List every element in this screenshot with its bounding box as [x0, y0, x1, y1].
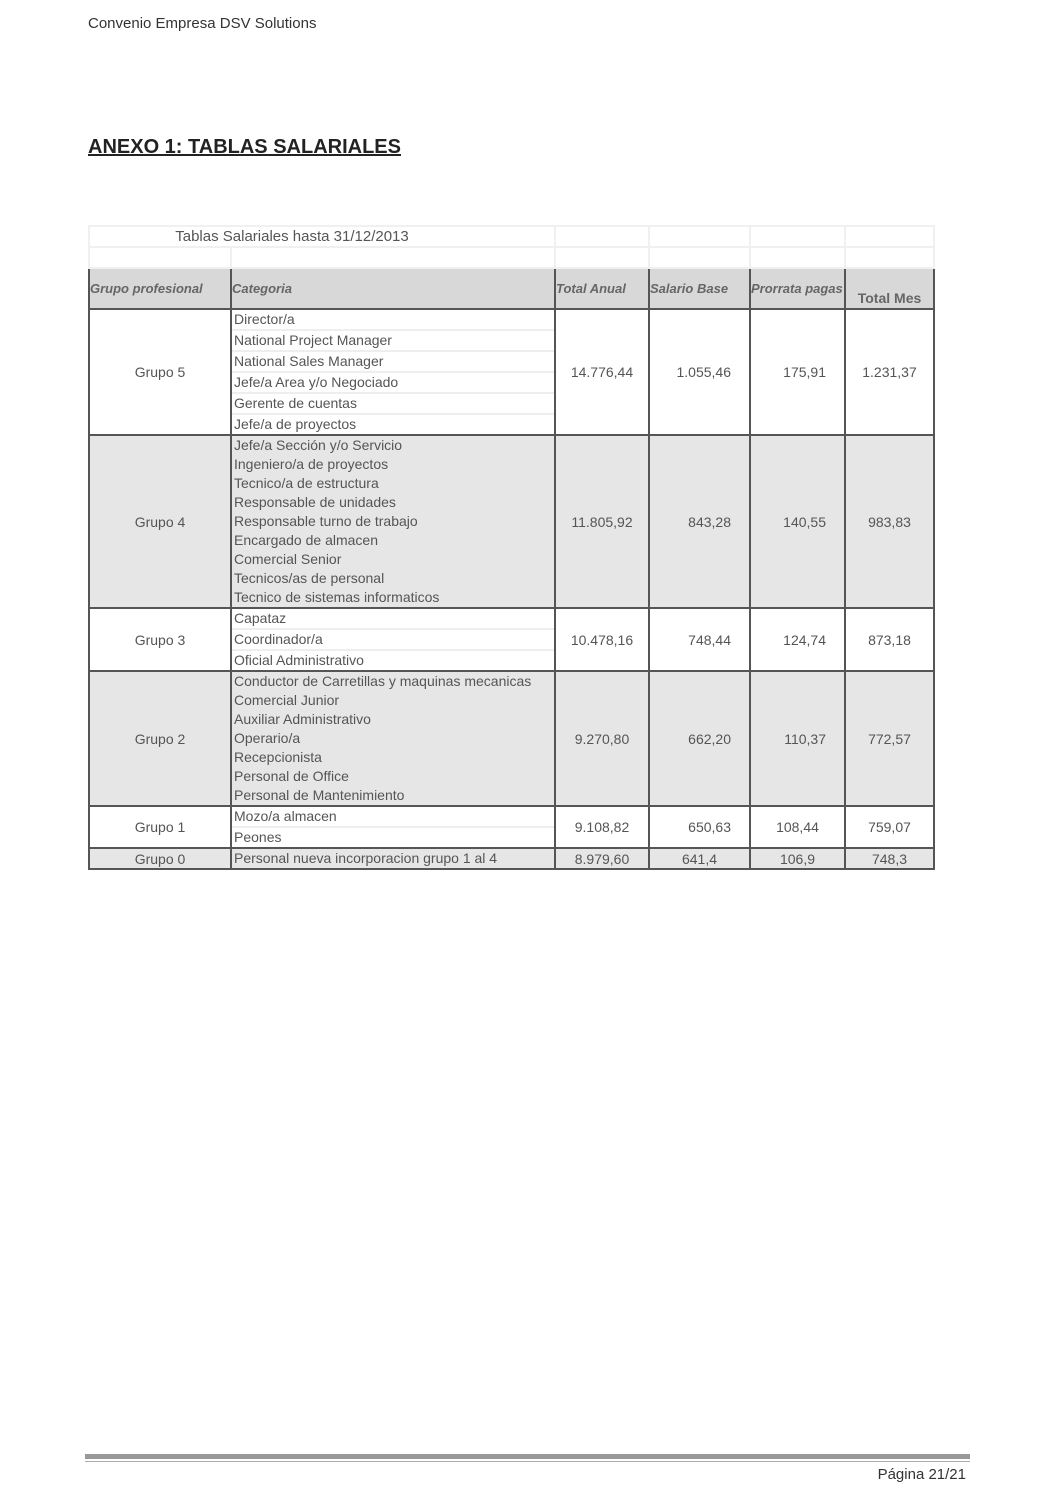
total-anual-value: 9.108,82 [555, 806, 649, 848]
total-anual-value: 11.805,92 [555, 435, 649, 608]
salario-base-value: 1.055,46 [649, 309, 750, 435]
prorrata-value: 108,44 [750, 806, 845, 848]
salario-base-value: 650,63 [649, 806, 750, 848]
prorrata-value: 110,37 [750, 671, 845, 806]
category-item: National Project Manager [232, 331, 554, 352]
category-item: Auxiliar Administrativo [234, 711, 371, 727]
footer-divider [85, 1454, 970, 1459]
annex-title: ANEXO 1: TABLAS SALARIALES [88, 136, 401, 158]
category-item: Jefe/a Area y/o Negociado [232, 373, 554, 394]
total-anual-value: 14.776,44 [555, 309, 649, 435]
category-item: Recepcionista [234, 749, 322, 765]
group-name: Grupo 2 [89, 671, 231, 806]
category-list [231, 608, 555, 671]
prorrata-value: 124,74 [750, 608, 845, 671]
document-header-title: Convenio Empresa DSV Solutions [88, 15, 317, 32]
table-spacer-row [89, 247, 934, 268]
header-total-mes: Total Mes [845, 268, 934, 309]
category-list [231, 435, 555, 608]
header-grupo: Grupo profesional [89, 268, 231, 309]
table-row-grupo-2 [89, 671, 934, 806]
table-row-grupo-1 [89, 806, 934, 848]
category-item: Personal nueva incorporacion grupo 1 al 4 [234, 850, 498, 866]
category-item: Mozo/a almacen [232, 807, 554, 828]
category-item: National Sales Manager [232, 352, 554, 373]
total-mes-value: 772,57 [845, 671, 934, 806]
total-anual-value: 8.979,60 [555, 848, 649, 869]
footer-divider-thin [85, 1461, 970, 1462]
header-categoria: Categoria [231, 268, 555, 309]
category-item: Comercial Senior [234, 551, 342, 567]
group-name: Grupo 5 [89, 309, 231, 435]
category-item: Tecnicos/as de personal [234, 570, 385, 586]
group-name: Grupo 4 [89, 435, 231, 608]
category-list [231, 309, 555, 435]
salario-base-value: 843,28 [649, 435, 750, 608]
category-list [231, 671, 555, 806]
total-mes-value: 873,18 [845, 608, 934, 671]
header-prorrata: Prorrata pagas [750, 268, 845, 309]
category-item: Responsable turno de trabajo [234, 513, 418, 529]
table-row-grupo-0 [89, 848, 934, 869]
group-name: Grupo 3 [89, 608, 231, 671]
total-mes-value: 759,07 [845, 806, 934, 848]
category-item: Jefe/a de proyectos [234, 416, 357, 432]
category-item: Comercial Junior [234, 692, 340, 708]
category-item: Encargado de almacen [234, 532, 378, 548]
category-item: Peones [234, 829, 282, 845]
category-item: Personal de Mantenimiento [234, 787, 405, 803]
group-name: Grupo 1 [89, 806, 231, 848]
salary-table [88, 225, 935, 870]
salario-base-value: 662,20 [649, 671, 750, 806]
table-title: Tablas Salariales hasta 31/12/2013 [89, 226, 555, 247]
category-item: Coordinador/a [232, 630, 554, 651]
salario-base-value: 748,44 [649, 608, 750, 671]
prorrata-value: 175,91 [750, 309, 845, 435]
category-item: Tecnico de sistemas informaticos [234, 589, 440, 605]
page-number: Página 21/21 [877, 1466, 966, 1483]
category-list [231, 848, 555, 869]
total-mes-value: 983,83 [845, 435, 934, 608]
category-item: Gerente de cuentas [232, 394, 554, 415]
category-item: Tecnico/a de estructura [234, 475, 379, 491]
header-total-anual: Total Anual [555, 268, 649, 309]
group-name: Grupo 0 [89, 848, 231, 869]
salary-table-container [88, 225, 935, 870]
category-item: Director/a [232, 310, 554, 331]
header-salario-base: Salario Base [649, 268, 750, 309]
category-item: Responsable de unidades [234, 494, 396, 510]
category-item: Conductor de Carretillas y maquinas mecanicas [234, 673, 532, 689]
table-header-row [89, 268, 934, 309]
category-item: Operario/a [234, 730, 301, 746]
category-item: Capataz [232, 609, 554, 630]
total-mes-value: 748,3 [845, 848, 934, 869]
category-item: Oficial Administrativo [234, 652, 364, 668]
salario-base-value: 641,4 [649, 848, 750, 869]
table-row-grupo-5 [89, 309, 934, 435]
total-anual-value: 9.270,80 [555, 671, 649, 806]
table-row-grupo-4 [89, 435, 934, 608]
category-item: Jefe/a Sección y/o Servicio [234, 437, 403, 453]
total-mes-value: 1.231,37 [845, 309, 934, 435]
category-item: Ingeniero/a de proyectos [234, 456, 389, 472]
table-title-row [89, 226, 934, 247]
prorrata-value: 140,55 [750, 435, 845, 608]
prorrata-value: 106,9 [750, 848, 845, 869]
category-list [231, 806, 555, 848]
category-item: Personal de Office [234, 768, 349, 784]
total-anual-value: 10.478,16 [555, 608, 649, 671]
table-row-grupo-3 [89, 608, 934, 671]
